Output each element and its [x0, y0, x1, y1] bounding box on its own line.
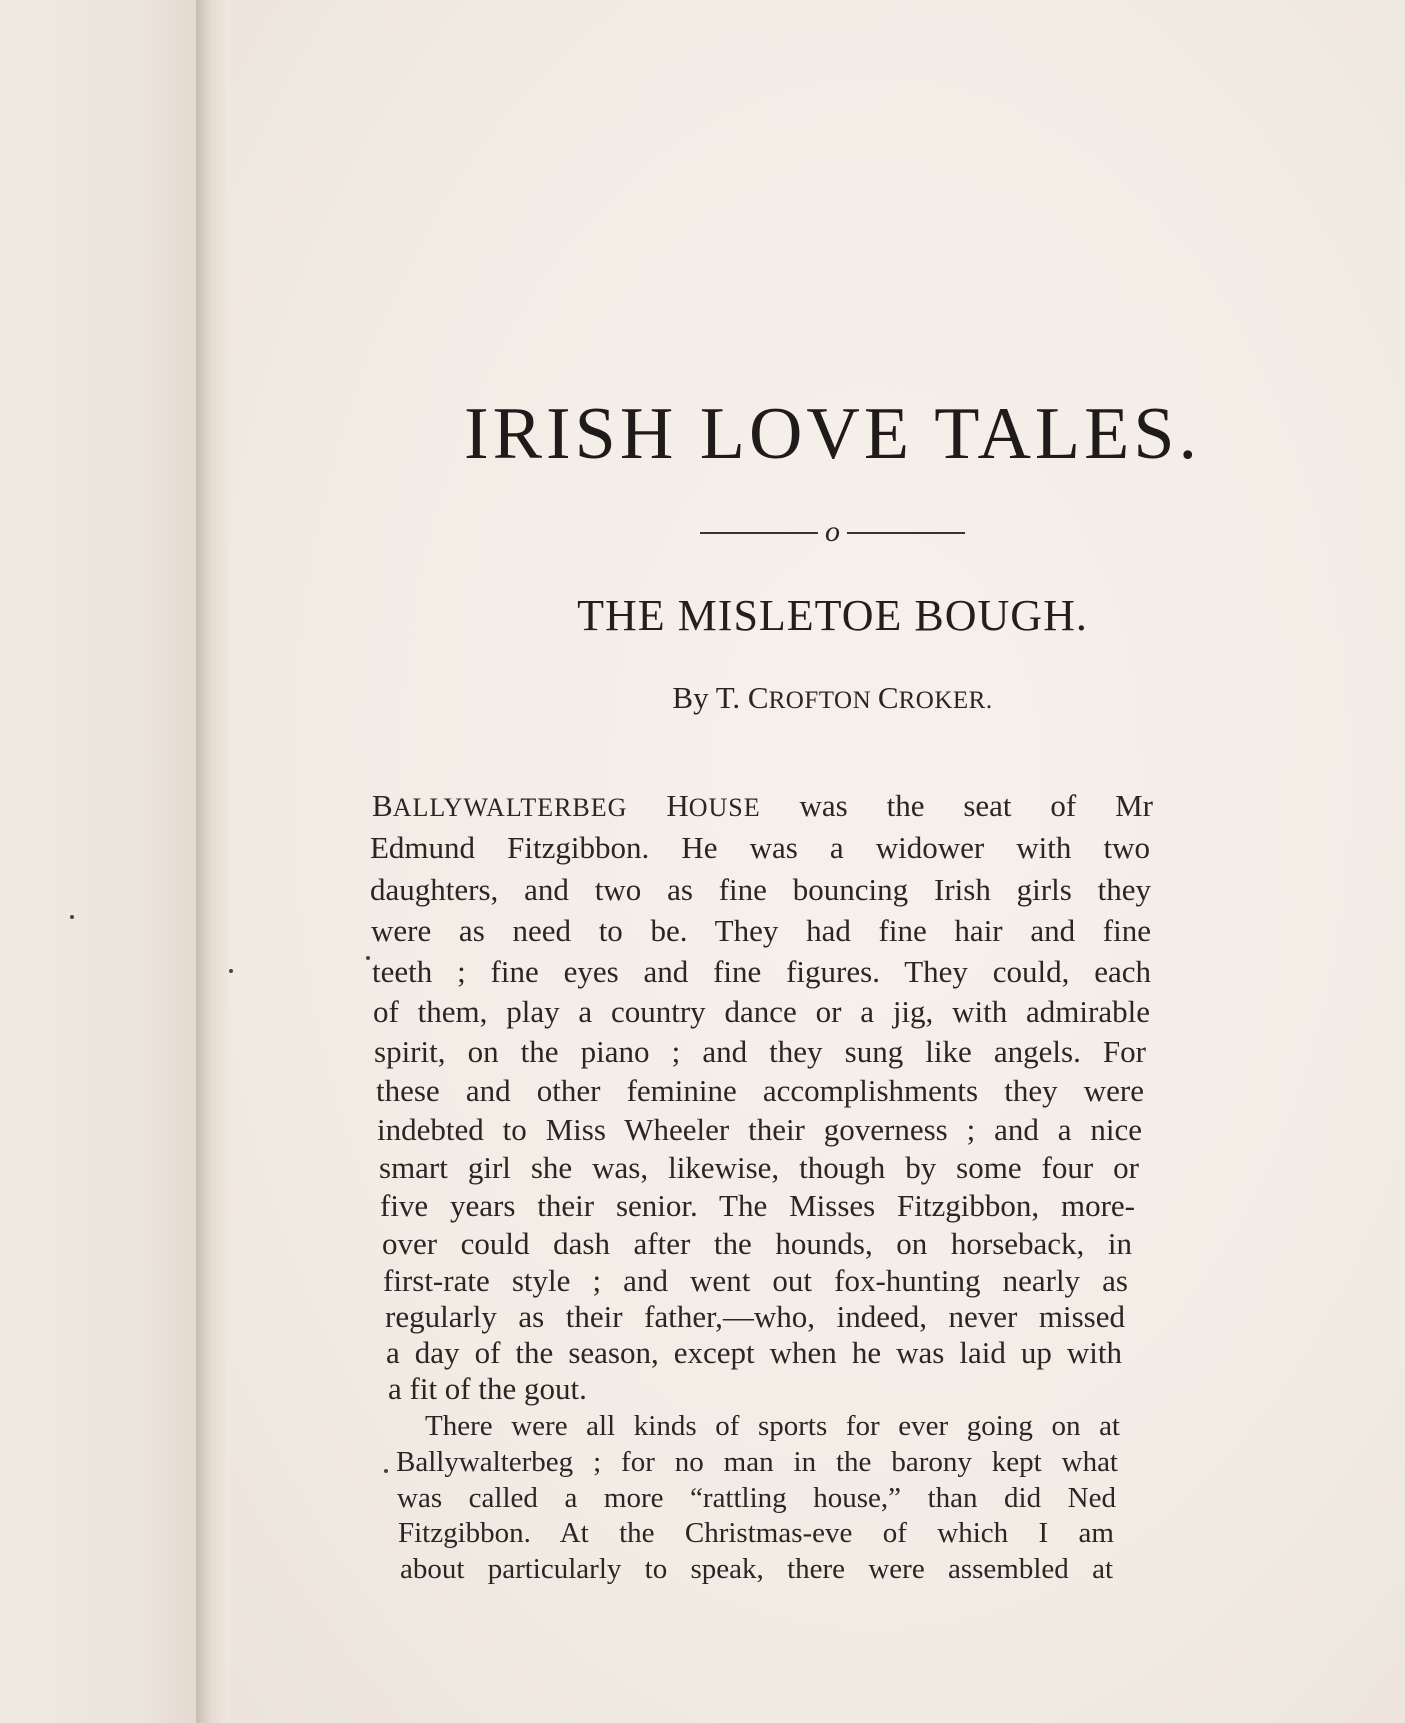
left-page — [0, 0, 200, 1723]
body-line: smart girl she was, likewise, though by some four or — [379, 1150, 1139, 1185]
body-line: five years their senior. The Misses Fitzgibbon, more- — [380, 1188, 1135, 1223]
para2-line: was called a more “rattling house,” than did Ned — [397, 1482, 1116, 1514]
paper-speck — [384, 1469, 388, 1473]
body-line: regularly as their father,—who, indeed, never missed — [385, 1299, 1125, 1334]
smallcaps-house: OUSE — [688, 793, 761, 822]
byline-prefix: By — [672, 680, 709, 715]
first-line-rest: was the seat of Mr — [760, 788, 1154, 823]
body-line: teeth ; fine eyes and fine figures. They could, each — [372, 954, 1151, 989]
title-ornament — [700, 517, 965, 547]
byline — [555, 680, 1110, 716]
body-line-first — [372, 788, 1153, 824]
byline-first-name: ROFTON — [768, 687, 878, 714]
body-line: spirit, on the piano ; and they sung like angels. For — [374, 1034, 1146, 1069]
smallcaps-ballywalterbeg: ALLYWALTERBEG — [392, 793, 628, 822]
body-line: over could dash after the hounds, on horseback, in — [382, 1226, 1132, 1261]
body-line: Edmund Fitzgibbon. He was a widower with two — [370, 830, 1150, 865]
body-line: indebted to Miss Wheeler their governess ; and a nice — [377, 1112, 1142, 1147]
paper-speck — [229, 969, 233, 973]
para2-line: Fitzgibbon. At the Christmas-eve of which I am — [398, 1517, 1114, 1549]
byline-surname-initial: C — [877, 680, 899, 715]
paper-speck — [70, 915, 74, 919]
para2-line: Ballywalterbeg ; for no man in the barony kept what — [396, 1446, 1118, 1478]
para2-line: There were all kinds of sports for ever going on at — [425, 1410, 1120, 1442]
book-gutter — [196, 0, 230, 1723]
byline-surname: ROKER. — [898, 687, 993, 714]
body-line: daughters, and two as fine bouncing Irish girls they — [370, 872, 1151, 907]
body-line: were as need to be. They had fine hair and fine — [371, 913, 1151, 948]
body-line: first-rate style ; and went out fox-hunting nearly as — [383, 1263, 1128, 1298]
body-line: a day of the season, except when he was laid up with — [386, 1335, 1122, 1370]
byline-initial: T. C — [715, 680, 769, 715]
ornament-mark: o — [825, 515, 840, 548]
para2-line: about particularly to speak, there were assembled at — [400, 1553, 1113, 1585]
drop-cap-b: B — [372, 788, 393, 823]
body-line: a fit of the gout. — [388, 1371, 587, 1406]
body-line: these and other feminine accomplishments they were — [376, 1073, 1144, 1108]
body-line: of them, play a country dance or a jig, with admirable — [373, 994, 1150, 1029]
cap-h: H — [666, 788, 689, 823]
story-title: THE MISLETOE BOUGH. — [577, 591, 1088, 640]
paper-speck — [366, 956, 370, 960]
book-title: IRISH LOVE TALES. — [464, 393, 1201, 475]
